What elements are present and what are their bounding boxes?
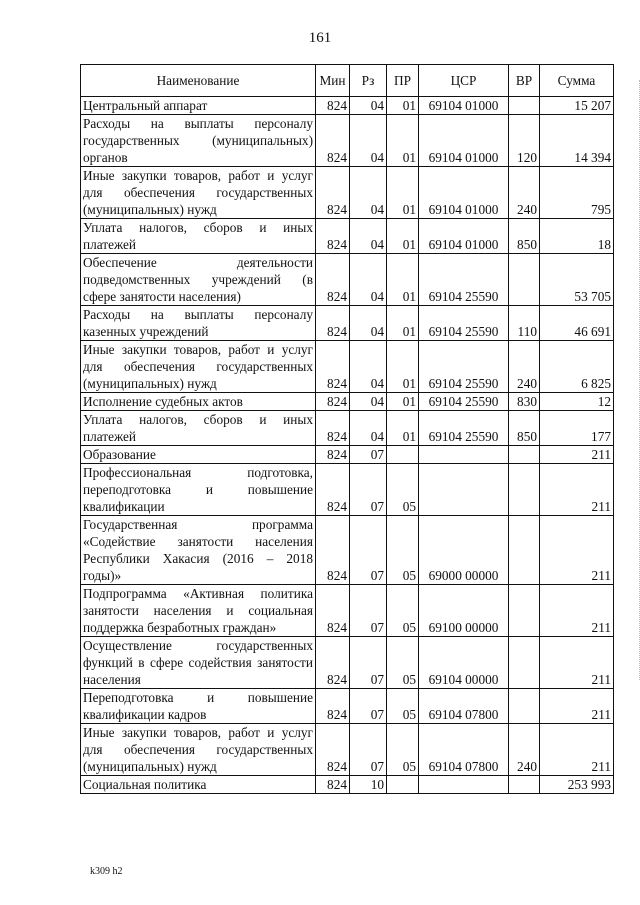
cell-vr: 110 <box>509 306 540 341</box>
cell-min: 824 <box>316 585 350 637</box>
cell-vr: 850 <box>509 411 540 446</box>
cell-rz: 04 <box>350 393 387 411</box>
cell-csr: 69000 00000 <box>419 516 509 585</box>
cell-pr: 05 <box>387 637 419 689</box>
table-row <box>81 724 614 776</box>
column-header-vr: ВР <box>509 65 540 97</box>
table-row <box>81 306 614 341</box>
cell-name: Осуществление государственных функций в сфере содействия занятости населения <box>81 637 316 689</box>
table-row <box>81 341 614 393</box>
cell-vr: 240 <box>509 167 540 219</box>
cell-name: Подпрограмма «Активная политика занятости населения и социальная поддержка безработных граждан» <box>81 585 316 637</box>
cell-name: Центральный аппарат <box>81 97 316 115</box>
cell-name: Расходы на выплаты персоналу государственных (муниципальных) органов <box>81 115 316 167</box>
cell-sum: 6 825 <box>540 341 614 393</box>
table-row <box>81 446 614 464</box>
cell-pr: 01 <box>387 306 419 341</box>
page-number: 161 <box>308 30 332 46</box>
table-row <box>81 254 614 306</box>
cell-sum: 53 705 <box>540 254 614 306</box>
cell-sum: 211 <box>540 464 614 516</box>
cell-pr: 05 <box>387 585 419 637</box>
column-header-sum: Сумма <box>540 65 614 97</box>
cell-vr <box>509 516 540 585</box>
cell-csr: 69104 00000 <box>419 637 509 689</box>
cell-pr: 05 <box>387 689 419 724</box>
cell-name: Иные закупки товаров, работ и услуг для обеспечения государственных (муниципальных) нужд <box>81 167 316 219</box>
table-row <box>81 776 614 794</box>
cell-name: Уплата налогов, сборов и иных платежей <box>81 219 316 254</box>
cell-sum: 15 207 <box>540 97 614 115</box>
cell-rz: 10 <box>350 776 387 794</box>
cell-vr <box>509 776 540 794</box>
cell-rz: 07 <box>350 516 387 585</box>
cell-rz: 04 <box>350 219 387 254</box>
cell-sum: 211 <box>540 516 614 585</box>
cell-csr: 69104 01000 <box>419 219 509 254</box>
table-row <box>81 393 614 411</box>
table-row <box>81 585 614 637</box>
cell-csr: 69100 00000 <box>419 585 509 637</box>
cell-name: Профессиональная подготовка, переподготовка и повышение квалификации <box>81 464 316 516</box>
cell-sum: 177 <box>540 411 614 446</box>
cell-csr: 69104 01000 <box>419 167 509 219</box>
cell-csr: 69104 07800 <box>419 724 509 776</box>
footer-code: k309 h2 <box>90 866 123 877</box>
cell-min: 824 <box>316 637 350 689</box>
cell-min: 824 <box>316 393 350 411</box>
cell-min: 824 <box>316 776 350 794</box>
cell-vr: 120 <box>509 115 540 167</box>
cell-min: 824 <box>316 97 350 115</box>
cell-csr: 69104 25590 <box>419 341 509 393</box>
cell-rz: 07 <box>350 446 387 464</box>
cell-vr <box>509 585 540 637</box>
cell-min: 824 <box>316 689 350 724</box>
column-header-csr: ЦСР <box>419 65 509 97</box>
cell-name: Переподготовка и повышение квалификации кадров <box>81 689 316 724</box>
cell-sum: 12 <box>540 393 614 411</box>
cell-name: Иные закупки товаров, работ и услуг для обеспечения государственных (муниципальных) нужд <box>81 341 316 393</box>
cell-pr: 01 <box>387 393 419 411</box>
cell-min: 824 <box>316 446 350 464</box>
scan-margin-marks <box>633 80 640 680</box>
cell-pr: 05 <box>387 724 419 776</box>
cell-name: Социальная политика <box>81 776 316 794</box>
cell-sum: 18 <box>540 219 614 254</box>
cell-name: Исполнение судебных актов <box>81 393 316 411</box>
cell-pr <box>387 446 419 464</box>
cell-rz: 07 <box>350 464 387 516</box>
table-row <box>81 97 614 115</box>
cell-min: 824 <box>316 516 350 585</box>
cell-rz: 04 <box>350 254 387 306</box>
cell-rz: 07 <box>350 689 387 724</box>
cell-pr: 01 <box>387 411 419 446</box>
cell-rz: 04 <box>350 306 387 341</box>
cell-min: 824 <box>316 254 350 306</box>
cell-vr <box>509 689 540 724</box>
cell-vr <box>509 464 540 516</box>
cell-csr: 69104 01000 <box>419 115 509 167</box>
cell-min: 824 <box>316 219 350 254</box>
cell-csr: 69104 25590 <box>419 411 509 446</box>
cell-min: 824 <box>316 115 350 167</box>
cell-min: 824 <box>316 341 350 393</box>
table-row <box>81 516 614 585</box>
cell-rz: 07 <box>350 724 387 776</box>
cell-rz: 04 <box>350 97 387 115</box>
cell-name: Иные закупки товаров, работ и услуг для обеспечения государственных (муниципальных) нужд <box>81 724 316 776</box>
cell-rz: 07 <box>350 585 387 637</box>
cell-csr <box>419 446 509 464</box>
cell-sum: 211 <box>540 446 614 464</box>
cell-pr: 05 <box>387 516 419 585</box>
cell-vr <box>509 446 540 464</box>
cell-pr <box>387 776 419 794</box>
cell-csr: 69104 07800 <box>419 689 509 724</box>
cell-min: 824 <box>316 724 350 776</box>
cell-vr <box>509 637 540 689</box>
cell-csr: 69104 25590 <box>419 393 509 411</box>
cell-sum: 795 <box>540 167 614 219</box>
cell-vr: 240 <box>509 341 540 393</box>
cell-sum: 211 <box>540 637 614 689</box>
cell-rz: 07 <box>350 637 387 689</box>
cell-rz: 04 <box>350 341 387 393</box>
table-row <box>81 464 614 516</box>
cell-rz: 04 <box>350 411 387 446</box>
column-header-pr: ПР <box>387 65 419 97</box>
table-row <box>81 637 614 689</box>
cell-sum: 211 <box>540 585 614 637</box>
cell-min: 824 <box>316 306 350 341</box>
cell-vr: 830 <box>509 393 540 411</box>
cell-sum: 14 394 <box>540 115 614 167</box>
cell-csr: 69104 01000 <box>419 97 509 115</box>
table-row <box>81 167 614 219</box>
cell-name: Расходы на выплаты персоналу казенных учреждений <box>81 306 316 341</box>
cell-sum: 46 691 <box>540 306 614 341</box>
cell-name: Государственная программа «Содействие занятости населения Республики Хакасия (2016 – 2018 годы)» <box>81 516 316 585</box>
cell-pr: 01 <box>387 97 419 115</box>
table-row <box>81 219 614 254</box>
cell-vr <box>509 254 540 306</box>
table-row <box>81 115 614 167</box>
cell-pr: 01 <box>387 115 419 167</box>
cell-sum: 211 <box>540 724 614 776</box>
cell-name: Образование <box>81 446 316 464</box>
cell-pr: 01 <box>387 167 419 219</box>
cell-vr <box>509 97 540 115</box>
cell-rz: 04 <box>350 167 387 219</box>
cell-min: 824 <box>316 464 350 516</box>
column-header-rz: Рз <box>350 65 387 97</box>
column-header-name: Наименование <box>81 65 316 97</box>
cell-name: Обеспечение деятельности подведомственных учреждений (в сфере занятости населения) <box>81 254 316 306</box>
cell-csr: 69104 25590 <box>419 306 509 341</box>
cell-pr: 05 <box>387 464 419 516</box>
cell-vr: 850 <box>509 219 540 254</box>
cell-csr <box>419 776 509 794</box>
cell-sum: 253 993 <box>540 776 614 794</box>
cell-pr: 01 <box>387 219 419 254</box>
budget-table <box>80 64 614 794</box>
cell-pr: 01 <box>387 254 419 306</box>
cell-vr: 240 <box>509 724 540 776</box>
cell-name: Уплата налогов, сборов и иных платежей <box>81 411 316 446</box>
table-header-row <box>81 65 614 97</box>
cell-min: 824 <box>316 167 350 219</box>
cell-csr <box>419 464 509 516</box>
cell-rz: 04 <box>350 115 387 167</box>
column-header-min: Мин <box>316 65 350 97</box>
table-row <box>81 411 614 446</box>
cell-min: 824 <box>316 411 350 446</box>
cell-sum: 211 <box>540 689 614 724</box>
table-row <box>81 689 614 724</box>
cell-pr: 01 <box>387 341 419 393</box>
cell-csr: 69104 25590 <box>419 254 509 306</box>
